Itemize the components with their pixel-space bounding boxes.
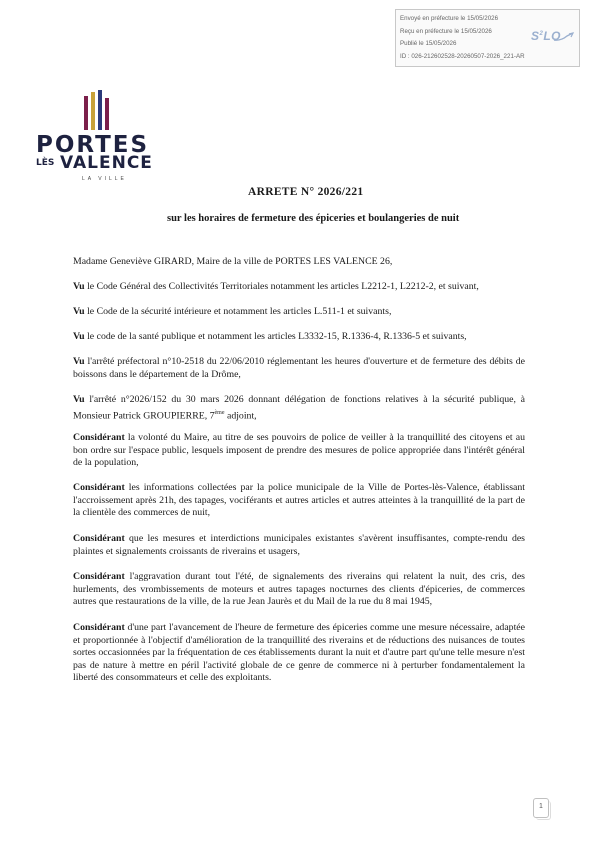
logo-ville: LA VILLE [82, 176, 127, 182]
vu-text: le code de la santé publique et notamment les articles L3332-15, R.1336-4, R.1336-5 et suivants, [84, 331, 467, 342]
superscript: ème [214, 409, 225, 416]
stamp-published-date: Publié le 15/05/2026 [400, 40, 457, 47]
vu-keyword: Vu [73, 281, 85, 292]
vu-paragraph [73, 356, 525, 381]
vu-text-end: adjoint, [224, 409, 257, 421]
vu-text: l'arrêté n°2026/152 du 30 mars 2026 donnant délégation de fonctions relatives à la sécurité publique, à Monsieur Patrick GROUPIERRE, 7 [73, 394, 525, 421]
vu-keyword: Vu [73, 356, 85, 367]
considerant-text: les informations collectées par la police municipale de la Ville de Portes-lès-Valence, établissant l'accroissement après 21h, des tapages, vociférants et autres articles et autres atteintes à la tranquillité de la part de la clientèle des commerces de nuit, [73, 482, 525, 519]
vu-keyword: Vu [73, 306, 85, 317]
prefecture-stamp [395, 9, 580, 67]
vu-text: l'arrêté préfectoral n°10-2518 du 22/06/2010 réglementant les heures d'ouverture et de fermeture des débits de boissons dans le département de la Drôme, [73, 356, 525, 380]
considerant-paragraph [73, 571, 525, 609]
logo-les: LÈS [36, 158, 55, 168]
considerant-keyword: Considérant [73, 571, 125, 582]
stamp-sent-date: Envoyé en préfecture le 15/05/2026 [400, 15, 499, 22]
vu-paragraph [73, 306, 525, 319]
decree-title: ARRETE N° 2026/221 [248, 186, 364, 198]
vu-paragraph [73, 281, 525, 294]
logo-portes: PORTES [36, 132, 150, 158]
swoosh-icon [553, 32, 575, 42]
stamp-received-date: Reçu en préfecture le 15/05/2026 [400, 27, 492, 35]
vu-text: le Code de la sécurité intérieure et notamment les articles L.511-1 et suivants, [84, 306, 392, 317]
considerant-paragraph [73, 482, 525, 520]
s2lo-logo: $S^2LO$ [530, 29, 561, 43]
page-number: 1 [533, 798, 549, 818]
vu-paragraph [73, 331, 525, 344]
vu-paragraph [73, 394, 525, 422]
considerant-keyword: Considérant [73, 482, 125, 493]
considerant-paragraph [73, 432, 525, 470]
considerant-keyword: Considérant [73, 533, 125, 544]
town-logo [30, 90, 160, 190]
vu-keyword: Vu [73, 331, 85, 342]
considerant-text: la volonté du Maire, au titre de ses pouvoirs de police de veiller à la tranquillité des citoyens et au bon ordre sur l'espace public, lesquels imposent de prendre des mesures de police appropriée dans l'intérêt général de la population, [73, 432, 525, 469]
logo-bars-icon [82, 90, 112, 130]
logo-valence: VALENCE [60, 153, 153, 173]
considerant-paragraph [73, 622, 525, 685]
considerant-keyword: Considérant [73, 432, 125, 443]
intro-paragraph: Madame Geneviève GIRARD, Maire de la ville de PORTES LES VALENCE 26, [73, 256, 393, 267]
considerant-text: que les mesures et interdictions municipales existantes s'avèrent insuffisantes, compte-rendu des plaintes et signalements croissants de riverains et usagers, [73, 533, 525, 557]
considerant-keyword: Considérant [73, 622, 125, 633]
considerant-paragraph [73, 533, 525, 558]
decree-subtitle: sur les horaires de fermeture des épiceries et boulangeries de nuit [167, 213, 460, 224]
vu-keyword: Vu [73, 394, 85, 405]
considerant-text: l'aggravation durant tout l'été, de signalements des riverains qui relatent la nuit, des cris, des hurlements, des vrombissements de moteurs et autres tapages nocturnes des clients d'épiceries, de commerces autres que restaurations de la ville, de la rue Jean Jaurès et du Mail de la rue du 8 mai 1945, [73, 571, 525, 608]
stamp-id: ID : 026-212602528-20260507-2026_221-AR [400, 52, 525, 60]
vu-text: le Code Général des Collectivités Territoriales notamment les articles L2212-1, L2212-2, et suivant, [84, 281, 479, 292]
considerant-text: d'une part l'avancement de l'heure de fermeture des épiceries comme une mesure nécessaire, adaptée et proportionnée à l'objectif d'amélioration de la tranquillité des riverains et de réductions des nuisances de toutes sortes occasionnées par la fréquentation de ces établissements durant la nuit et d'autre part qu'une telle mesure n'est pas de nature à mettre en péril l'activité globale de ce genre de commerce ni à perturber fondamentalement la liberté des consommateurs et celle des exploitants. [73, 622, 525, 684]
